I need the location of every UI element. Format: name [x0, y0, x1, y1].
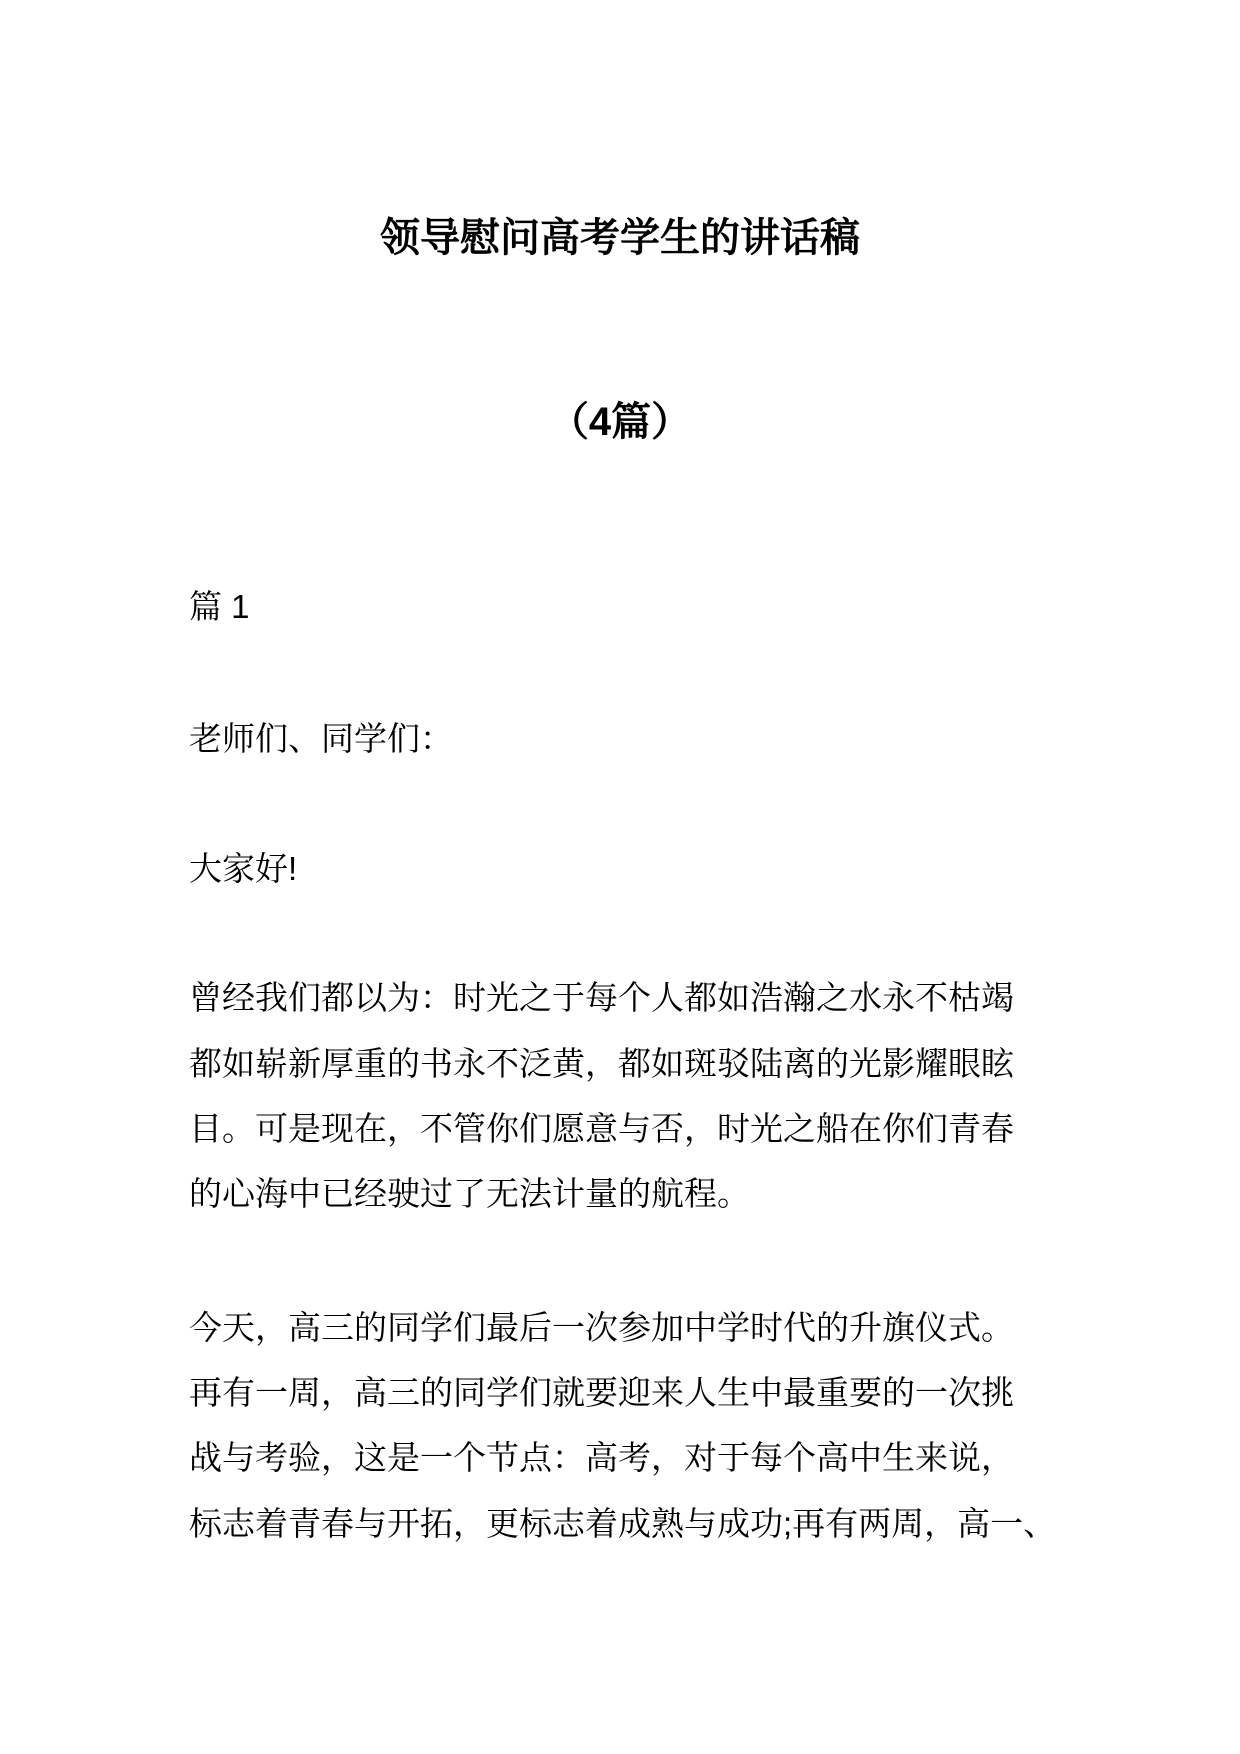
paragraph-line: 都如崭新厚重的书永不泛黄，都如斑驳陆离的光影耀眼眩 — [189, 1045, 1014, 1082]
paragraph-line: 标志着青春与开拓，更标志着成熟与成功;再有两周，高一、 — [189, 1505, 1057, 1542]
paragraph-line: 战与考验，这是一个节点：高考，对于每个高中生来说， — [189, 1439, 1014, 1476]
paragraph-line: 的心海中已经驶过了无法计量的航程。 — [189, 1175, 750, 1212]
paragraph-line: 今天，高三的同学们最后一次参加中学时代的升旗仪式。 — [189, 1309, 1014, 1346]
paragraph-line: 曾经我们都以为：时光之于每个人都如浩瀚之水永不枯竭 — [189, 979, 1014, 1016]
greeting: 大家好! — [189, 850, 298, 887]
salutation: 老师们、同学们： — [189, 720, 453, 757]
document-title: 领导慰问高考学生的讲话稿 — [380, 216, 860, 260]
document-subtitle: （4篇） — [548, 400, 692, 444]
section-label: 篇 1 — [189, 588, 250, 625]
paragraph-line: 目。可是现在，不管你们愿意与否，时光之船在你们青春 — [189, 1110, 1014, 1147]
paragraph-line: 再有一周，高三的同学们就要迎来人生中最重要的一次挑 — [189, 1374, 1014, 1411]
